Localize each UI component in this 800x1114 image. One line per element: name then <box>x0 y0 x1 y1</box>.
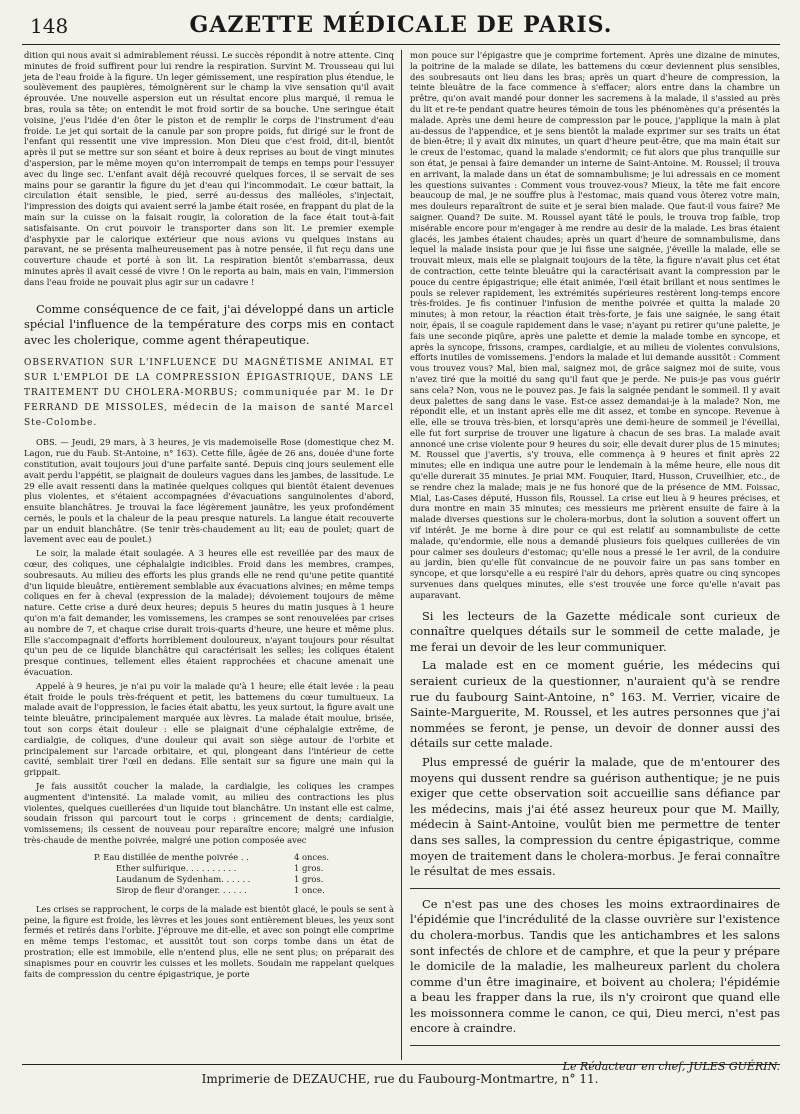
printer-imprint: Imprimerie de DEZAUCHE, rue du Faubourg-Montmartre, n° 11. <box>201 1072 599 1086</box>
column-divider <box>401 50 402 1060</box>
editor-signature: Le Rédacteur en chef, JULES GUÉRIN. <box>562 1060 780 1074</box>
paragraph: dition qui nous avait si admirablement réussi. Le succès répondit à notre attente. Cinq minutes de froid suffirent pour lui rendre la respiration. Survint M. Trousseau qui lui jeta de l'eau froide à la figure. Un leger gémissement, une respiration plus étendue, le soulèvement des paupières, témoignèrent sur le champ la vive sensation qu'il avait éprouvée. Une nouvelle aspersion eut un résultat encore plus marqué, il remua le bras, roula sa tête; on entendit le mot froid sortir de sa bouche. Une seringue était voisine, j'eus l'idée d'en ôter le piston et de remplir le corps de l'instrument d'eau froide. Le jet qui sortait de la canule par son propre poids, fut dirigé sur le front de l'enfant qui ressentit une vive impression. Mon Dieu que c'est froid, dit-il, bientôt après il put se mettre sur son séant et boire à deux reprises au bout de vingt minutes d'aspersion, par le même moyen qu'on interrompait de temps en temps pour l'essuyer avec du linge sec. L'enfant avait déjà recouvré quelques forces, il se servait de ses mains pour se garantir la figure du jet d'eau qui l'incommodait. Le cœur battait, la circulation était sensible, le pied, serré au-dessus des malléoles, s'injectait, l'impression des doigts qui avaient serré la jambe était rosée, en frappant du plat de la main sur la cuisse on la faisait rougir, la coloration de la face était tout-à-fait satisfaisante. On crut pouvoir le transporter dans son lit. Le premier exemple d'asphyxie par le calorique extérieur que nous avions vu quelques instans au paravant, ne se présenta malheureusement pas à notre pensée, il fut reçu dans une couverture chaude et porté à son lit. La respiration bientôt s'embarrassa, deux minutes après il avait cessé de vivre ! On le reporta au bain, mais en vain, l'immersion dans l'eau froide ne pouvait plus agir sur un cadavre ! <box>24 50 394 287</box>
formula-ingredient: P. Eau distillée de menthe poivrée . . <box>94 851 249 862</box>
section-rule <box>410 888 780 889</box>
page-number: 148 <box>30 14 69 38</box>
page-header <box>22 10 780 44</box>
paragraph: Le soir, la malade était soulagée. A 3 heures elle est reveillée par des maux de cœur, des coliques, une céphalalgie indicibles. Froid dans les membres, crampes, soubresauts. Au milieu des efforts les plus grands elle ne rend qu'une petite quantité d'un liquide bleuâtre, entièrement semblable aux évacuations alvines; en même temps coliques en fer à cheval (expression de la malade); dévoiement toujours de même nature. Cette crise a duré deux heures; depuis 5 heures du matin jusques à 1 heure qu'on m'a fait demander, les vomissemens, les crampes se sont renouvelées par crises au nombre de 7, et chaque crise durait trois-quarts d'heure, une heure et même plus. Elle s'accompagnait d'efforts horriblement douloureux, n'ayant toujours pour résultat qu'un peu de ce liquide blanchâtre qui caractérisait les selles; les coliques étaient presque continues, tellement elles étaient rapprochées et chacune amenait une évacuation. <box>24 548 394 678</box>
formula-row <box>94 885 394 896</box>
paragraph: Comme conséquence de ce fait, j'ai développé dans un article spécial l'influence de la température des corps mis en contact avec les cholerique, comme agent thérapeutique. <box>24 301 394 347</box>
paragraph: mon pouce sur l'épigastre que je comprime fortement. Après une dizaine de minutes, la poitrine de la malade se dilate, les battemens du cœur deviennent plus sensibles, des soubresauts ont lieu dans les bras; après un quart d'heure de compression, la teinte bleuâtre de la face commence à s'effacer; alors entre dans la chambre un prêtre, qu'on avait mandé pour donner les sacremens à la malade, il s'assied au près du lit et re-te pendant quatre heures témoin de tous les phénomènes qu'a présentés la malade. Après une demi heure de compression par le pouce, j'applique la main à plat au-dessus de l'appendice, et je sens bientôt la malade exprimer sur ses traits un état de bien-être; il y avait dix minutes, un quart d'heure peut-être, que ma main était sur le creux de l'estomac, quand la malade s'endormit; ce fut alors que plus tranquille sur son état, je pensai à faire demander un interne de Saint-Antoine. M. Roussel; il trouva en arrivant, la malade dans un état de somnambulisme; je lui adressais en ce moment les questions suivantes : Comment vous trouvez-vous? Mieux, la tête me fait encore beaucoup de mal, je ne souffre plus à l'estomac, mais quand vous ôterez votre main, mes douleurs reparaîtront de suite et je serai bien malade. Que faut-il vous faire? Me saigner. Quand? De suite. M. Roussel ayant tâté le pouls, le trouva trop faible, trop misérable encore pour m'engager à me rendre au desir de la malade. Les bras étaient glacés, les jambes étaient chaudes; après un quart d'heure de somnambulisme, dans lequel la malade insista pour que je lui fisse une saignée, j'éveille la malade, elle se trouvait mieux, mais elle se plaignait toujours de la tête, la figure n'avait plus cet état de contraction, cette teinte bleuâtre qui la caractérisait avant la compression par le pouce du centre épigastrique; elle était animée, l'œil était brillant et nous sentimes le pouls se relever rapidement, les extrémités supérieures restèrent long-temps encore très-froides. Je fis continuer l'infusion de menthe poivrée et quitta la malade 20 minutes; à mon retour, la réaction était très-forte, je fais une saignée, le sang était noir, épais, il se coagule rapidement dans le vase; n'ayant pu retirer qu'une palette, je fais une seconde piqûre, après une palette et demie la malade tombe en syncope, et après la syncope, frissons, crampes, cardialgie, et au milieu de violentes convulsions, efforts inutiles de vomissemens. J'endors la malade et lui demande aussitôt : Comment vous trouvez vous? Mal, bien mal, saignez moi, de grâce saignez moi de suite, vous n'avez tiré que la moitié du sang qu'il faut que je perde. Ne puis-je pas vous guérir sans cela? Non, vous ne le pouvez pas. Je fais la saignée pendant le sommeil. Il y avait deux palettes de sang dans le vase. Est-ce assez demandai-je à la malade? Non, me répondit elle, et un instant après elle me dit assez, et tombe en syncope. Revenue à elle, elle se trouva très-bien, et lorsqu'après une demi-heure de sommeil je l'éveillai, elle fut fort surprise de trouver une ligature à chacun de ses bras. La malade avait annoncé une crise violente pour 9 heures du soir, elle devait durer plus de 15 minutes; M. Roussel que j'avertis, s'y trouva, elle commença à 9 heures et finit après 22 minutes; elle en indiqua une autre pour le lendemain à la même heure, elle nous dit qu'elle durerait 35 minutes. Je priai MM. Fouquier, Itard, Husson, Cruveilhier, etc., de se rendre chez la malade; mais je ne fus honoré que de la présence de MM. Foissac, Mial, Las-Cases député, Husson fils, Roussel. La crise eut lieu à 9 heures précises, et dura montre en main 35 minutes; ces messieurs me prièrent ensuite de faire à la malade diverses questions sur le cholera-morbus, dont la solution a souvent offert un vif intérêt. Je me borne à dire pour ce qui est relatif au somnambuliste de cette malade, qu'endormie, elle nous a demandé plusieurs fois quelques cuillerées de vin pour calmer ses douleurs d'estomac; qu'elle nous a pressé le 1er avril, de la conduire au jardin, bien qu'elle fût convaincue de ne pouvoir faire un pas sans tomber en syncope, et que lorsqu'elle a eu respiré l'air du dehors, après quatre ou cinq syncopes survenues dans quelques minutes, elle s'est trouvée une force qu'elle n'avait pas auparavant. <box>410 50 780 600</box>
paragraph: OBS. — Jeudi, 29 mars, à 3 heures, je vis mademoiselle Rose (domestique chez M. Lagon, rue du Faub. St-Antoine, n° 163). Cette fille, âgée de 26 ans, douée d'une forte constitution, avait toujours joui d'une parfaite santé. Depuis cinq jours seulement elle avait perdu l'appétit, se plaignait de douleurs vagues dans les jambes, de lassitude. Le 29 elle avait ressenti dans la matinée quelques coliques qui bientôt étaient devenues plus violentes, et s'étaient accompagnées d'évacuations sanguinolentes d'abord, ensuite blanchâtres. Je trouvai la face légèrement jaunâtre, les yeux profondément cernés, le pouls et la chaleur de la peau presque naturels. La langue était recouverte par un enduit blanchâtre. (Se tenir très-chaudement au lit; eau de poulet; quart de lavement avec eau de poulet.) <box>24 437 394 545</box>
section-rule <box>410 1045 780 1046</box>
formula-quantity: 1 once. <box>294 884 325 895</box>
footer-rule <box>22 1064 780 1065</box>
formula-ingredient: Sirop de fleur d'oranger. . . . . . <box>116 884 247 895</box>
paragraph: Ce n'est pas une des choses les moins extraordinaires de l'épidémie que l'incrédulité de la classe ouvrière sur l'existence du cholera-morbus. Tandis que les antichambres et les salons sont infectés de chlore et de camphre, et que la peur y prépare le domicile de la maladie, les malheureux parlent du cholera comme d'un être imaginaire, et boivent au cholera; l'épidémie a beau les frapper dans la rue, ils n'y croiront que quand elle les moissonnera comme le canon, ce qui, Dieu merci, n'est pas encore à craindre. <box>410 896 780 1036</box>
formula-row <box>94 863 394 874</box>
paragraph: La malade est en ce moment guérie, les médecins qui seraient curieux de la questionner, n'auraient qu'à se rendre rue du faubourg Saint-Antoine, n° 163. M. Verrier, vicaire de Sainte-Marguerite, M. Roussel, et les autres personnes que j'ai nommées se feront, je pense, un devoir de donner aussi des détails sur cette malade. <box>410 658 780 751</box>
section-heading: OBSERVATION SUR L'INFLUENCE DU MAGNÉTISME ANIMAL ET SUR L'EMPLOI DE LA COMPRESSION ÉPIGASTRIQUE, DANS LE TRAITEMENT DU CHOLERA-MORBUS; communiquée par M. le Dr FERRAND DE MISSOLES, médecin de la maison de santé Marcel Ste-Colombe. <box>24 358 394 429</box>
left-column <box>24 50 394 1060</box>
paragraph: Appelé à 9 heures, je n'ai pu voir la malade qu'à 1 heure; elle était levée : la peau était froide le pouls très-fréquent et petit, les battemens du cœur tumultueux. La malade avait de l'oppression, le facies était abattu, les yeux surtout, la figure avait une teinte bleuâtre, principalement marquée aux lèvres. La malade était moulue, brisée, tout son corps était douleur : elle se plaignait d'une céphalalgie extrême, de cardialgie, de coliques, d'une douleur qui avait son siège autour de l'orbite et principalement sur l'arcade orbitaire, et qui, plongeant dans l'intérieur de cette cavité, semblait tirer l'œil en dedans. Elle sentait sur sa figure une main qui la grippait. <box>24 680 394 778</box>
paragraph: Les crises se rapprochent, le corps de la malade est bientôt glacé, le pouls se sent à peine, la figure est froide, les lèvres et les joues sont entièrement bleues, les yeux sont fermés et retirés dans l'orbite. J'éprouve me dit-elle, et avec son poingt elle comprime en même temps l'estomac, et aussitôt tout son corps tombe dans un état de prostration; elle est immobile, elle n'entend plus, elle ne sent plus; on préparait des sinapismes pour en couvrir les cuisses et les mollets. Soudain me rappelant quelques faits de compression du centre épigastrique, je porte <box>24 903 394 979</box>
formula-ingredient: Laudanum de Sydenham. . . . . . <box>116 873 251 884</box>
right-column <box>410 50 780 1074</box>
masthead-title: GAZETTE MÉDICALE DE PARIS. <box>189 12 613 38</box>
paragraph: Plus empressé de guérir la malade, que de m'entourer des moyens qui dussent rendre sa guérison authentique; je ne puis exiger que cette observation soit accueillie sans défiance par les médecins, mais j'ai été assez heureux pour que M. Mailly, médecin à Saint-Antoine, voulût bien me permettre de tenter dans ses salles, la compression du centre épigastrique, comme moyen de traitement dans le cholera-morbus. Je ferai connaître le résultat de mes essais. <box>410 754 780 879</box>
formula-quantity: 4 onces. <box>294 851 330 862</box>
formula-row <box>94 874 394 885</box>
paragraph: Je fais aussitôt coucher la malade, la cardialgie, les coliques les crampes augmentent d'intensité. La malade vomit, au milieu des contractions les plus violentes, quelques cueillerées d'un liquide tout blanchâtre. Un instant elle est calme, soudain frisson qui parcourt tout le corps : grincement de dents; cardialgie, vomissemens; ils cessent de nouveau pour reparaître encore; malgré une infusion très-chaude de menthe poivrée, malgré une potion composée avec <box>24 781 394 845</box>
formula-row <box>94 852 394 863</box>
prescription-formula <box>94 852 394 896</box>
formula-ingredient: Ether sulfurique. . . . . . . . . . <box>116 862 237 873</box>
formula-quantity: 1 gros. <box>294 862 324 873</box>
header-rule <box>22 44 780 45</box>
paragraph: Si les lecteurs de la Gazette médicale sont curieux de connaître quelques détails sur le sommeil de cette malade, je me ferai un devoir de les leur communiquer. <box>410 608 780 654</box>
formula-quantity: 1 gros. <box>294 873 324 884</box>
